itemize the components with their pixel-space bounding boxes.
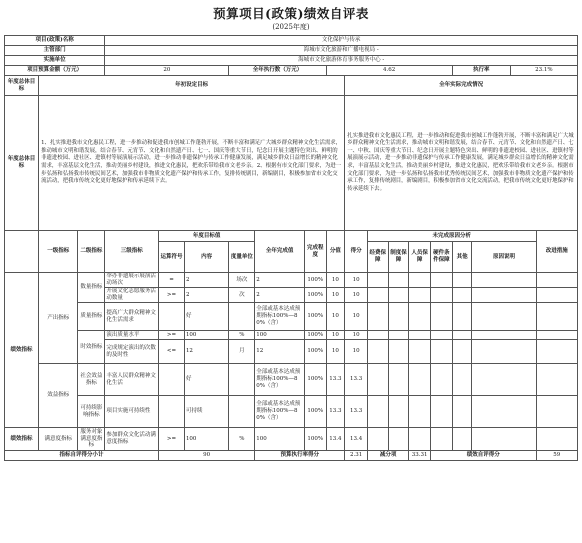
empty-cell (388, 428, 409, 451)
table-row (5, 331, 578, 340)
content-cell: 2 (184, 288, 228, 303)
perf-indicator-label-2: 绩效指标 (5, 428, 39, 451)
score-value-cell: 10 (326, 331, 345, 340)
actual-cell: 2 (255, 273, 305, 288)
score-cell: 10 (345, 273, 368, 288)
project-name-label: 项目(政策)名称 (5, 36, 105, 46)
col-operator: 运算符号 (159, 242, 185, 273)
empty-cell (431, 288, 453, 303)
exec-amount-value: 4.62 (326, 66, 452, 76)
empty-cell (367, 396, 388, 428)
empty-cell (431, 396, 453, 428)
score-value-cell: 13.3 (326, 396, 345, 428)
empty-cell (409, 303, 431, 331)
actual-cell: 12 (255, 340, 305, 364)
social-indicator-label: 社会效益指标 (78, 364, 105, 396)
plan-goal-header: 年初设定目标 (39, 76, 345, 96)
empty-cell (409, 331, 431, 340)
empty-cell (536, 340, 578, 364)
goal-row-label: 年度总体目标 (5, 76, 39, 96)
exec-rate-label: 执行率 (452, 66, 510, 76)
indicator-name: 开展文化志愿服务活动数量 (105, 288, 159, 303)
indicator-name: 提高广大群众精神文化生活需求 (105, 303, 159, 331)
exec-rate-value: 23.1% (510, 66, 577, 76)
subtotal-value: 90 (159, 451, 255, 461)
operator-cell: >= (159, 428, 185, 451)
output-indicator-label: 产出指标 (39, 273, 78, 364)
empty-cell (452, 396, 472, 428)
col-completion: 完成程度 (304, 231, 326, 273)
unit-cell (229, 396, 255, 428)
empty-cell (536, 428, 578, 451)
content-cell: 好 (184, 364, 228, 396)
col-annual-target: 年度目标值 (159, 231, 255, 242)
unit-value: 海城市文化旅游体育事务服务中心 - (105, 56, 578, 66)
score-value-cell: 10 (326, 273, 345, 288)
unit-cell: % (229, 428, 255, 451)
empty-cell (472, 364, 536, 396)
goal-row-label-2: 年度总体目标 (5, 96, 39, 231)
col-score-value: 分值 (326, 231, 345, 273)
empty-cell (452, 273, 472, 288)
content-cell: 12 (184, 340, 228, 364)
empty-cell (409, 288, 431, 303)
unit-cell: % (229, 331, 255, 340)
col-system: 制度保障 (388, 242, 409, 273)
actual-cell: 100 (255, 428, 305, 451)
col-reason: 原因说明 (472, 242, 536, 273)
col-unit: 度量单位 (229, 242, 255, 273)
quality-indicator-label: 质量指标 (78, 303, 105, 331)
score-cell: 10 (345, 288, 368, 303)
dept-label: 主管部门 (5, 46, 105, 56)
completion-cell: 100% (304, 288, 326, 303)
score-cell: 10 (345, 340, 368, 364)
form-year: (2025年度) (272, 23, 310, 31)
satisfaction-indicator-label: 满意度指标 (39, 428, 78, 451)
score-cell: 13.3 (345, 396, 368, 428)
unit-label: 实施单位 (5, 56, 105, 66)
empty-cell (409, 428, 431, 451)
exec-amount-label: 全年执行数（万元） (229, 66, 326, 76)
score-value-cell: 10 (326, 288, 345, 303)
actual-cell: 全部或基本达成预期指标100%—80%（含） (255, 396, 305, 428)
col-improvement: 改进措施 (536, 231, 578, 273)
completion-cell: 100% (304, 396, 326, 428)
operator-cell: = (159, 273, 185, 288)
col-funding: 经费保障 (367, 242, 388, 273)
score-cell: 10 (345, 331, 368, 340)
empty-cell (431, 364, 453, 396)
completion-cell: 100% (304, 273, 326, 288)
unit-cell: 场次 (229, 273, 255, 288)
operator-cell (159, 303, 185, 331)
empty-cell (452, 364, 472, 396)
table-row (5, 364, 578, 396)
empty-cell (472, 303, 536, 331)
indicator-name: 演出质量水平 (105, 331, 159, 340)
score-value-cell: 10 (326, 340, 345, 364)
empty-cell (452, 428, 472, 451)
indicator-name: 完成规定演出的次数的及时性 (105, 340, 159, 364)
empty-cell (536, 331, 578, 340)
benefit-indicator-label: 效益指标 (39, 364, 78, 428)
empty-cell (388, 331, 409, 340)
completion-cell: 100% (304, 364, 326, 396)
empty-cell (367, 428, 388, 451)
score-cell: 10 (345, 303, 368, 331)
empty-cell (472, 331, 536, 340)
indicator-name: 丰富人民群众精神文化生活 (105, 364, 159, 396)
score-value-cell: 13.4 (326, 428, 345, 451)
timeliness-indicator-label: 时效指标 (78, 331, 105, 364)
unit-cell: 月 (229, 340, 255, 364)
empty-cell (367, 364, 388, 396)
col-score: 得分 (345, 231, 368, 273)
table-row (5, 273, 578, 288)
score-cell: 13.4 (345, 428, 368, 451)
empty-cell (367, 273, 388, 288)
empty-cell (388, 364, 409, 396)
empty-cell (536, 396, 578, 428)
dept-value: 海城市文化旅游和广播电视局 - (105, 46, 578, 56)
empty-cell (472, 340, 536, 364)
empty-cell (409, 364, 431, 396)
actual-cell: 全部或基本达成预期指标100%—80%（含） (255, 364, 305, 396)
empty-cell (388, 273, 409, 288)
indicator-name: 项目实施可持续性 (105, 396, 159, 428)
completion-cell: 100% (304, 331, 326, 340)
col-hardware: 硬件条件保障 (431, 242, 453, 273)
unit-cell (229, 364, 255, 396)
table-row (5, 428, 578, 451)
operator-cell: <= (159, 340, 185, 364)
empty-cell (472, 273, 536, 288)
empty-cell (388, 340, 409, 364)
col-level1: 一级指标 (39, 231, 78, 273)
empty-cell (409, 273, 431, 288)
content-cell: 2 (184, 273, 228, 288)
completion-cell: 100% (304, 340, 326, 364)
completion-cell: 100% (304, 428, 326, 451)
sustainable-indicator-label: 可持续影响指标 (78, 396, 105, 428)
col-actual: 全年完成值 (255, 231, 305, 273)
empty-cell (431, 340, 453, 364)
table-row (5, 396, 578, 428)
empty-cell (409, 396, 431, 428)
operator-cell: >= (159, 331, 185, 340)
empty-cell (431, 428, 453, 451)
actual-cell: 2 (255, 288, 305, 303)
quantity-indicator-label: 数量指标 (78, 273, 105, 303)
score-cell: 13.3 (345, 364, 368, 396)
budget-value: 20 (105, 66, 229, 76)
col-content: 内容 (184, 242, 228, 273)
empty-cell (367, 288, 388, 303)
empty-cell (388, 288, 409, 303)
content-cell: 100 (184, 331, 228, 340)
exec-score-label: 预算执行率得分 (255, 451, 345, 461)
table-row (5, 303, 578, 331)
actual-goal-header: 全年实际完成情况 (345, 76, 578, 96)
deduct-label: 减分项 (367, 451, 408, 461)
content-cell: 100 (184, 428, 228, 451)
service-target-indicator-label: 服务对象满意度指标 (78, 428, 105, 451)
empty-cell (452, 340, 472, 364)
empty-cell (536, 273, 578, 288)
col-staff: 人员保障 (409, 242, 431, 273)
budget-label: 项目预算金额（万元） (5, 66, 105, 76)
empty-cell (431, 273, 453, 288)
empty-cell (409, 340, 431, 364)
actual-cell: 全部或基本达成预期指标100%—80%（含） (255, 303, 305, 331)
empty-cell (388, 396, 409, 428)
empty-cell (367, 303, 388, 331)
form-title: 预算项目(政策)绩效自评表 (213, 6, 369, 21)
content-cell: 好 (184, 303, 228, 331)
empty-cell (536, 303, 578, 331)
empty-cell (367, 331, 388, 340)
indicator-name: 举办非遗展示展演活动场次 (105, 273, 159, 288)
operator-cell (159, 396, 185, 428)
actual-cell: 100 (255, 331, 305, 340)
score-value-cell: 10 (326, 303, 345, 331)
self-score-label: 绩效自评得分 (431, 451, 536, 461)
empty-cell (452, 288, 472, 303)
evaluation-table (4, 35, 578, 461)
col-level2: 二级指标 (78, 231, 105, 273)
indicator-name: 参加群众文化活动满意度指标 (105, 428, 159, 451)
operator-cell (159, 364, 185, 396)
operator-cell: >= (159, 288, 185, 303)
col-level3: 三级指标 (105, 231, 159, 273)
empty-cell (472, 428, 536, 451)
exec-score-value: 2.31 (345, 451, 368, 461)
score-value-cell: 13.3 (326, 364, 345, 396)
unit-cell (229, 303, 255, 331)
completion-cell: 100% (304, 303, 326, 331)
content-cell: 可持续 (184, 396, 228, 428)
blank-corner (5, 231, 39, 273)
empty-cell (536, 364, 578, 396)
empty-cell (388, 303, 409, 331)
perf-indicator-label: 绩效指标 (5, 273, 39, 428)
actual-goal-text: 扎实推进我市文化惠民工程，进一步推动和促进我市创城工作蓬勃开展，不断丰富和满足广大城乡群众精神文化生活需求，推动城市文明和谐发展，结合春节、元宵节、文化和自然遗产日、七一、中秋、国庆等重大节日、纪念日开展主题特色突出、鲜明的非遗进校园、进社区、进镇村等展演展示活动，进一步推动非遗保护与传承工作健康发展，满足城乡群众日益增长的精神文化需求，丰富基层文化生活，推动美丽乡村建设，推进文化惠民，把欢乐带给我市文老乡亲。根据市文化部门要求，为进一步弘扬和弘扬我市优秀传统民间艺术，加强我市非物质文化遗产保护和传承工作，复排传统剧目，新编剧目，积极参加省市文化交流活动，把我市传统文化更好地保护和传承延续下去。 (345, 96, 578, 231)
empty-cell (452, 303, 472, 331)
project-name-value: 文化保护与传承 (105, 36, 578, 46)
col-other: 其他 (452, 242, 472, 273)
empty-cell (452, 331, 472, 340)
empty-cell (431, 303, 453, 331)
deduct-value: 33.31 (409, 451, 431, 461)
empty-cell (431, 331, 453, 340)
empty-cell (472, 288, 536, 303)
unit-cell: 次 (229, 288, 255, 303)
subtotal-label: 指标自评得分小计 (5, 451, 159, 461)
col-unmet-analysis: 未完成原因分析 (367, 231, 536, 242)
performance-self-evaluation-form (4, 4, 578, 461)
empty-cell (472, 396, 536, 428)
plan-goal-text: 1、扎实推进我市文化惠民工程，进一步推动和促进我市创城工作蓬勃开展，不断丰富和满足广大城乡群众精神文化生活需求，推动城市文明和谐发展，结合春节、元宵节、文化和自然遗产日、七一、国庆等重大节日，纪念日开展主题特色突出、鲜明的非遗进校园、进社区、进镇村等展演展示活动，进一步推动非遗保护与传承工作健康发展，满足城乡群众日益增长的精神文化需求，丰富基层文化生活，推动美丽乡村建设，推进文化惠民，把欢乐带给我市文老乡亲。2、根据有市文化部门要求，为进一步弘扬和弘扬我市传统民间艺术，加强我市非物质文化遗产保护和传承工作，复排传统剧目，新编剧目，积极参加省市文化交流活动，把我市传统文化更好地保护和传承延续下去。 (39, 96, 345, 231)
self-score-value: 59 (536, 451, 578, 461)
empty-cell (367, 340, 388, 364)
empty-cell (536, 288, 578, 303)
